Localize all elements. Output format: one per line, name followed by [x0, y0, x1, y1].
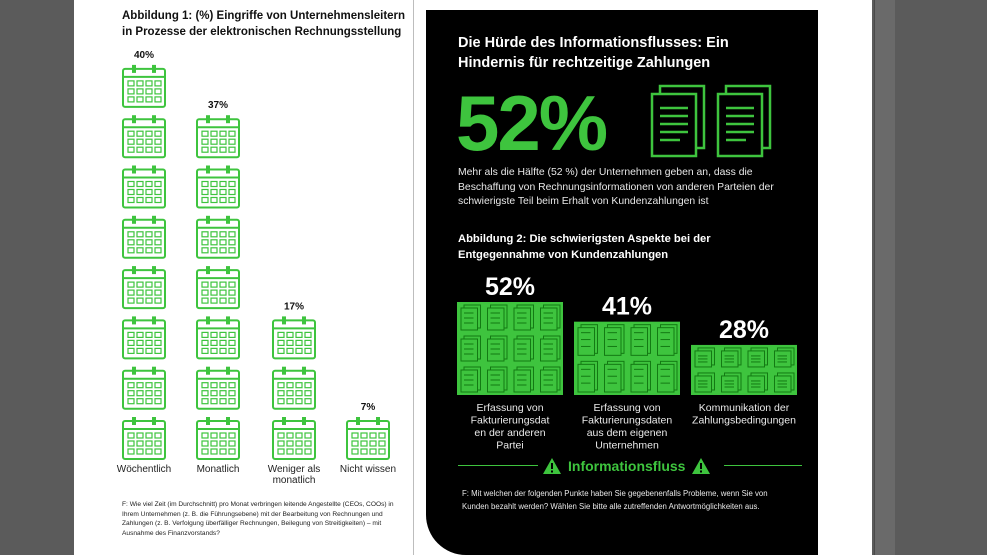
calendar-icon — [123, 266, 165, 308]
figure1-question: F: Wie viel Zeit (im Durchschnitt) pro Monat verbringen leitende Angestellte (CEOs, COOs) in Ihrem Unternehmen (z. B. die Führungsebene) mit der Bearbeitung von Rechnungen und Zahlungen (z. B. Verfolgung überfälliger Rechnungen, Beilegung von Streitigkeiten) – mit Ausnahme des Finanzvorstands? — [122, 501, 394, 537]
calendar-icon — [197, 216, 239, 258]
calendar-icon — [273, 316, 315, 358]
document-icon — [488, 305, 508, 330]
document-icon — [578, 325, 598, 356]
documents-illustration — [648, 84, 778, 158]
bar-4 — [347, 417, 389, 459]
document-icon — [631, 361, 651, 392]
document-icon — [695, 348, 715, 367]
aspects-bar-chart — [440, 268, 810, 458]
column-divider — [413, 0, 414, 555]
document-icon — [652, 86, 704, 156]
calendar-icon — [197, 166, 239, 208]
category-label: Nicht wissen — [339, 464, 397, 475]
document-icon — [658, 325, 678, 356]
calendar-icon — [197, 115, 239, 157]
figure1-title: Abbildung 1: (%) Eingriffe von Unternehmensleitern in Prozesse der elektronischen Rechnungsstellung — [122, 10, 406, 38]
document-icon — [718, 86, 770, 156]
document-icon — [658, 361, 678, 392]
category-label: Erfassung von Fakturierungsdat en der anderen Partei — [470, 402, 550, 452]
calendar-bar-chart — [110, 40, 410, 496]
document-icon — [514, 367, 534, 392]
value-label: 52% — [484, 273, 536, 301]
footer-line-right — [724, 465, 802, 466]
warning-icon — [542, 457, 562, 475]
bar-1 — [123, 65, 165, 459]
big-stat: 52% — [456, 79, 607, 167]
warning-icon — [691, 457, 711, 475]
document-icon — [488, 336, 508, 361]
document-icon — [514, 336, 534, 361]
calendar-icon — [197, 316, 239, 358]
calendar-icon — [273, 417, 315, 459]
document-icon — [461, 305, 481, 330]
calendar-icon — [197, 266, 239, 308]
document-icon — [631, 325, 651, 356]
document-icon — [775, 373, 795, 392]
calendar-icon — [123, 216, 165, 258]
document-icon — [488, 367, 508, 392]
calendar-icon — [123, 115, 165, 157]
bar-1 — [457, 302, 563, 395]
bar-3 — [691, 345, 797, 395]
document-icon — [695, 373, 715, 392]
document-icon — [748, 373, 768, 392]
footer-banner — [542, 455, 711, 477]
value-label: 7% — [360, 402, 376, 413]
footer-line-left — [458, 465, 538, 466]
document-icon — [722, 373, 742, 392]
document-icon — [461, 367, 481, 392]
calendar-icon — [123, 166, 165, 208]
category-label: Weniger als monatlich — [267, 464, 321, 486]
category-label: Wöchentlich — [116, 464, 172, 475]
value-label: 17% — [283, 301, 305, 313]
calendar-icon — [123, 367, 165, 409]
calendar-icon — [347, 417, 389, 459]
document-icon — [541, 305, 561, 330]
value-label: 37% — [207, 100, 229, 112]
panel-question: F: Mit welchen der folgenden Punkte haben Sie gegebenenfalls Probleme, wenn Sie von Kunden bezahlt werden? Wählen Sie bitte alle zutreffenden Antwortmöglichkeiten aus. — [462, 489, 768, 511]
calendar-icon — [197, 417, 239, 459]
footer-label: Informationsfluss — [568, 458, 686, 474]
bar-3 — [273, 316, 315, 459]
document-icon — [541, 336, 561, 361]
document-icon — [578, 361, 598, 392]
calendar-icon — [197, 367, 239, 409]
document-icon — [748, 348, 768, 367]
panel-title: Die Hürde des Informationsflusses: Ein Hindernis für rechtzeitige Zahlungen — [458, 35, 729, 71]
value-label: 40% — [133, 49, 155, 61]
calendar-icon — [123, 417, 165, 459]
scrollbar-track[interactable] — [874, 0, 895, 555]
calendar-icon — [123, 316, 165, 358]
value-label: 41% — [601, 292, 653, 321]
document-icon — [775, 348, 795, 367]
document-icon — [722, 348, 742, 367]
figure2-title: Abbildung 2: Die schwierigsten Aspekte bei der Entgegennahme von Kundenzahlungen — [458, 233, 711, 261]
bar-2 — [197, 115, 239, 459]
bar-2 — [574, 322, 680, 395]
stat-description: Mehr als die Hälfte (52 %) der Unternehmen geben an, dass die Beschaffung von Rechnungsinformationen von anderen Parteien der schwierigste Teil beim Erhalt von Kundenzahlungen ist — [458, 167, 774, 207]
document-icon — [605, 325, 625, 356]
category-label: Erfassung von Fakturierungsdaten aus dem eigenen Unternehmen — [581, 402, 673, 452]
calendar-icon — [123, 65, 165, 107]
value-label: 28% — [718, 315, 770, 344]
calendar-icon — [273, 367, 315, 409]
document-icon — [514, 305, 534, 330]
document-icon — [541, 367, 561, 392]
category-label: Monatlich — [196, 464, 240, 475]
document-icon — [605, 361, 625, 392]
category-label: Kommunikation der Zahlungsbedingungen — [692, 402, 796, 427]
document-icon — [461, 336, 481, 361]
